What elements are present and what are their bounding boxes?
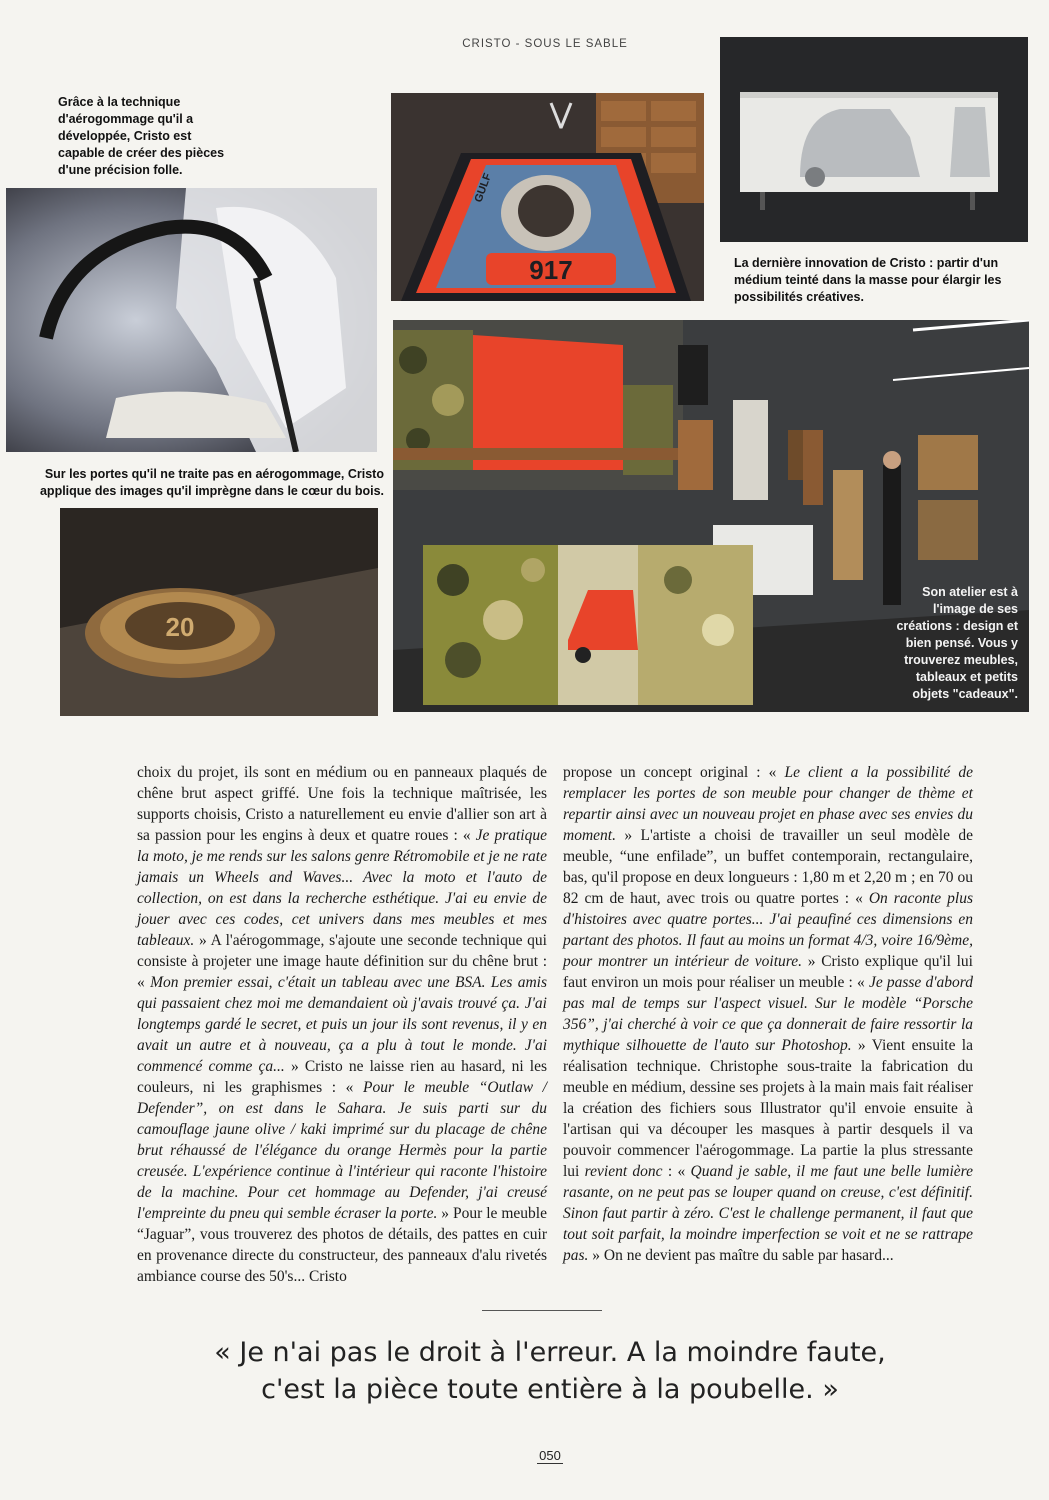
page-number: 050 [539,1448,561,1463]
table-917-image [391,93,704,301]
photo-20-disc [60,508,378,716]
photo-sandblasting [6,188,377,452]
caption-atelier: Son atelier est à l'image de ses créations : design et bien pensé. Vous y trouverez meubles, tableaux et petits objets "cadeaux". [896,585,1018,701]
plate-number-text: 917 [529,255,573,285]
disc-number-text: 20 [165,612,195,642]
sandblasting-image [6,188,377,452]
caption-aerogommage: Grâce à la technique d'aérogommage qu'il a développée, Cristo est capable de créer des pièces d'une précision folle. [58,95,225,177]
photo-917-table [391,93,704,301]
disc-20-image [60,508,378,716]
running-header: CRISTO - SOUS LE SABLE [462,38,628,50]
caption-portes: Sur les portes qu'il ne traite pas en aérogommage, Cristo applique des images qu'il imprègne dans le cœur du bois. [39,467,384,498]
porsche-sideboard-image [720,37,1028,242]
column-1-paragraph: choix du projet, ils sont en médium ou en panneaux plaqués de chêne brut aspect griffé. Une fois la technique maîtrisée, les supports choisis, Cristo a naturellement eu envie d'allier son art à sa passion pour les engins à deux et quatre roues : « Je pratique la moto, je me rends sur les salons genre Rétromobile et je ne rate jamais un Wheels and Waves... Avec la moto et l'auto de collection, on est dans la recherche esthétique. J'ai eu envie de jouer avec ces codes, cet univers dans mes meubles et mes tableaux. » A l'aérogommage, s'ajoute une seconde technique qui consiste à projeter une image haute définition sur du chêne brut : « Mon premier essai, c'était un tableau avec une BSA. Les amis qui passaient chez moi me demandaient où j'avais trouvé ça. J'ai longtemps gardé le secret, et puis un jour ils sont revenus, il y en avait un autre et à nouveau, ça a plu à tout le monde. J'ai commencé comme ça... » Cristo ne laisse rien au hasard, ni les couleurs, ni les graphismes : « Pour le meuble “Outlaw / Defender”, on est dans le Sahara. Je suis parti sur du camouflage jaune olive / kaki imprimé sur du placage de chêne brut réhaussé de l'élégance du orange Hermès pour la partie creusée. L'expérience continue à l'intérieur qui raconte l'histoire de la machine. Pour cet hommage au Defender, j'ai creusé l'empreinte du pneu qui semble écraser la porte. » Pour le meuble “Jaguar”, vous trouverez des photos de détails, des pattes en cuir en provenance directe du constructeur, des panneaux d'alu rivetés ambiance course des 50's... Cristo [137,764,547,1285]
plate-gulf-text: GULF [472,171,495,205]
article-column-2 [563,762,973,1266]
photo-porsche-sideboard [720,37,1028,242]
pullquote: « Je n'ai pas le droit à l'erreur. A la moindre faute, c'est la pièce toute entière à la poubelle. » [214,1337,886,1405]
caption-innovation: La dernière innovation de Cristo : partir d'un médium teinté dans la masse pour élargir les possibilités créatives. [734,256,1002,304]
pullquote-rule [482,1310,602,1311]
article-column-1 [137,762,547,1287]
column-2-paragraph: propose un concept original : « Le client a la possibilité de remplacer les portes de son meuble pour changer de thème et repartir ainsi avec un nouveau projet en phase avec ses envies du moment. » L'artiste a choisi de travailler un seul modèle de meuble, “une enfilade”, un buffet contemporain, rectangulaire, bas, qu'il propose en deux longueurs : 1,80 m et 2,20 m ; en 70 ou 82 cm de haut, avec trois ou quatre portes : « On raconte plus d'histoires avec quatre portes... J'ai peaufiné ces dimensions en partant des photos. Il faut au moins un format 4/3, voire 16/9ème, pour montrer un intérieur de voiture. » Cristo explique qu'il lui faut environ un mois pour réaliser un meuble : « Je passe d'abord pas mal de temps sur l'aspect visuel. Sur le modèle “Porsche 356”, j'ai cherché à voir ce que ça donnerait de faire ressortir la mythique silhouette de l'auto sur Photoshop. » Vient ensuite la réalisation technique. Christophe sous-traite la fabrication du meuble en médium, dessine ses projets à la main mais fait réaliser la création des fichiers sous Illustrator qu'il envoie ensuite à l'artisan qui va découper les masques à partir desquels il va pouvoir commencer l'aérogommage. La partie la plus stressante lui revient donc : « Quand je sable, il me faut une belle lumière rasante, on ne peut pas se louper quand on creuse, c'est définitif. Sinon faut partir à zéro. C'est le challenge permanent, il faut que tout soit parfait, la moindre imperfection se voit et ne se rattrape pas. » On ne devient pas maître du sable par hasard... [563,764,973,1264]
